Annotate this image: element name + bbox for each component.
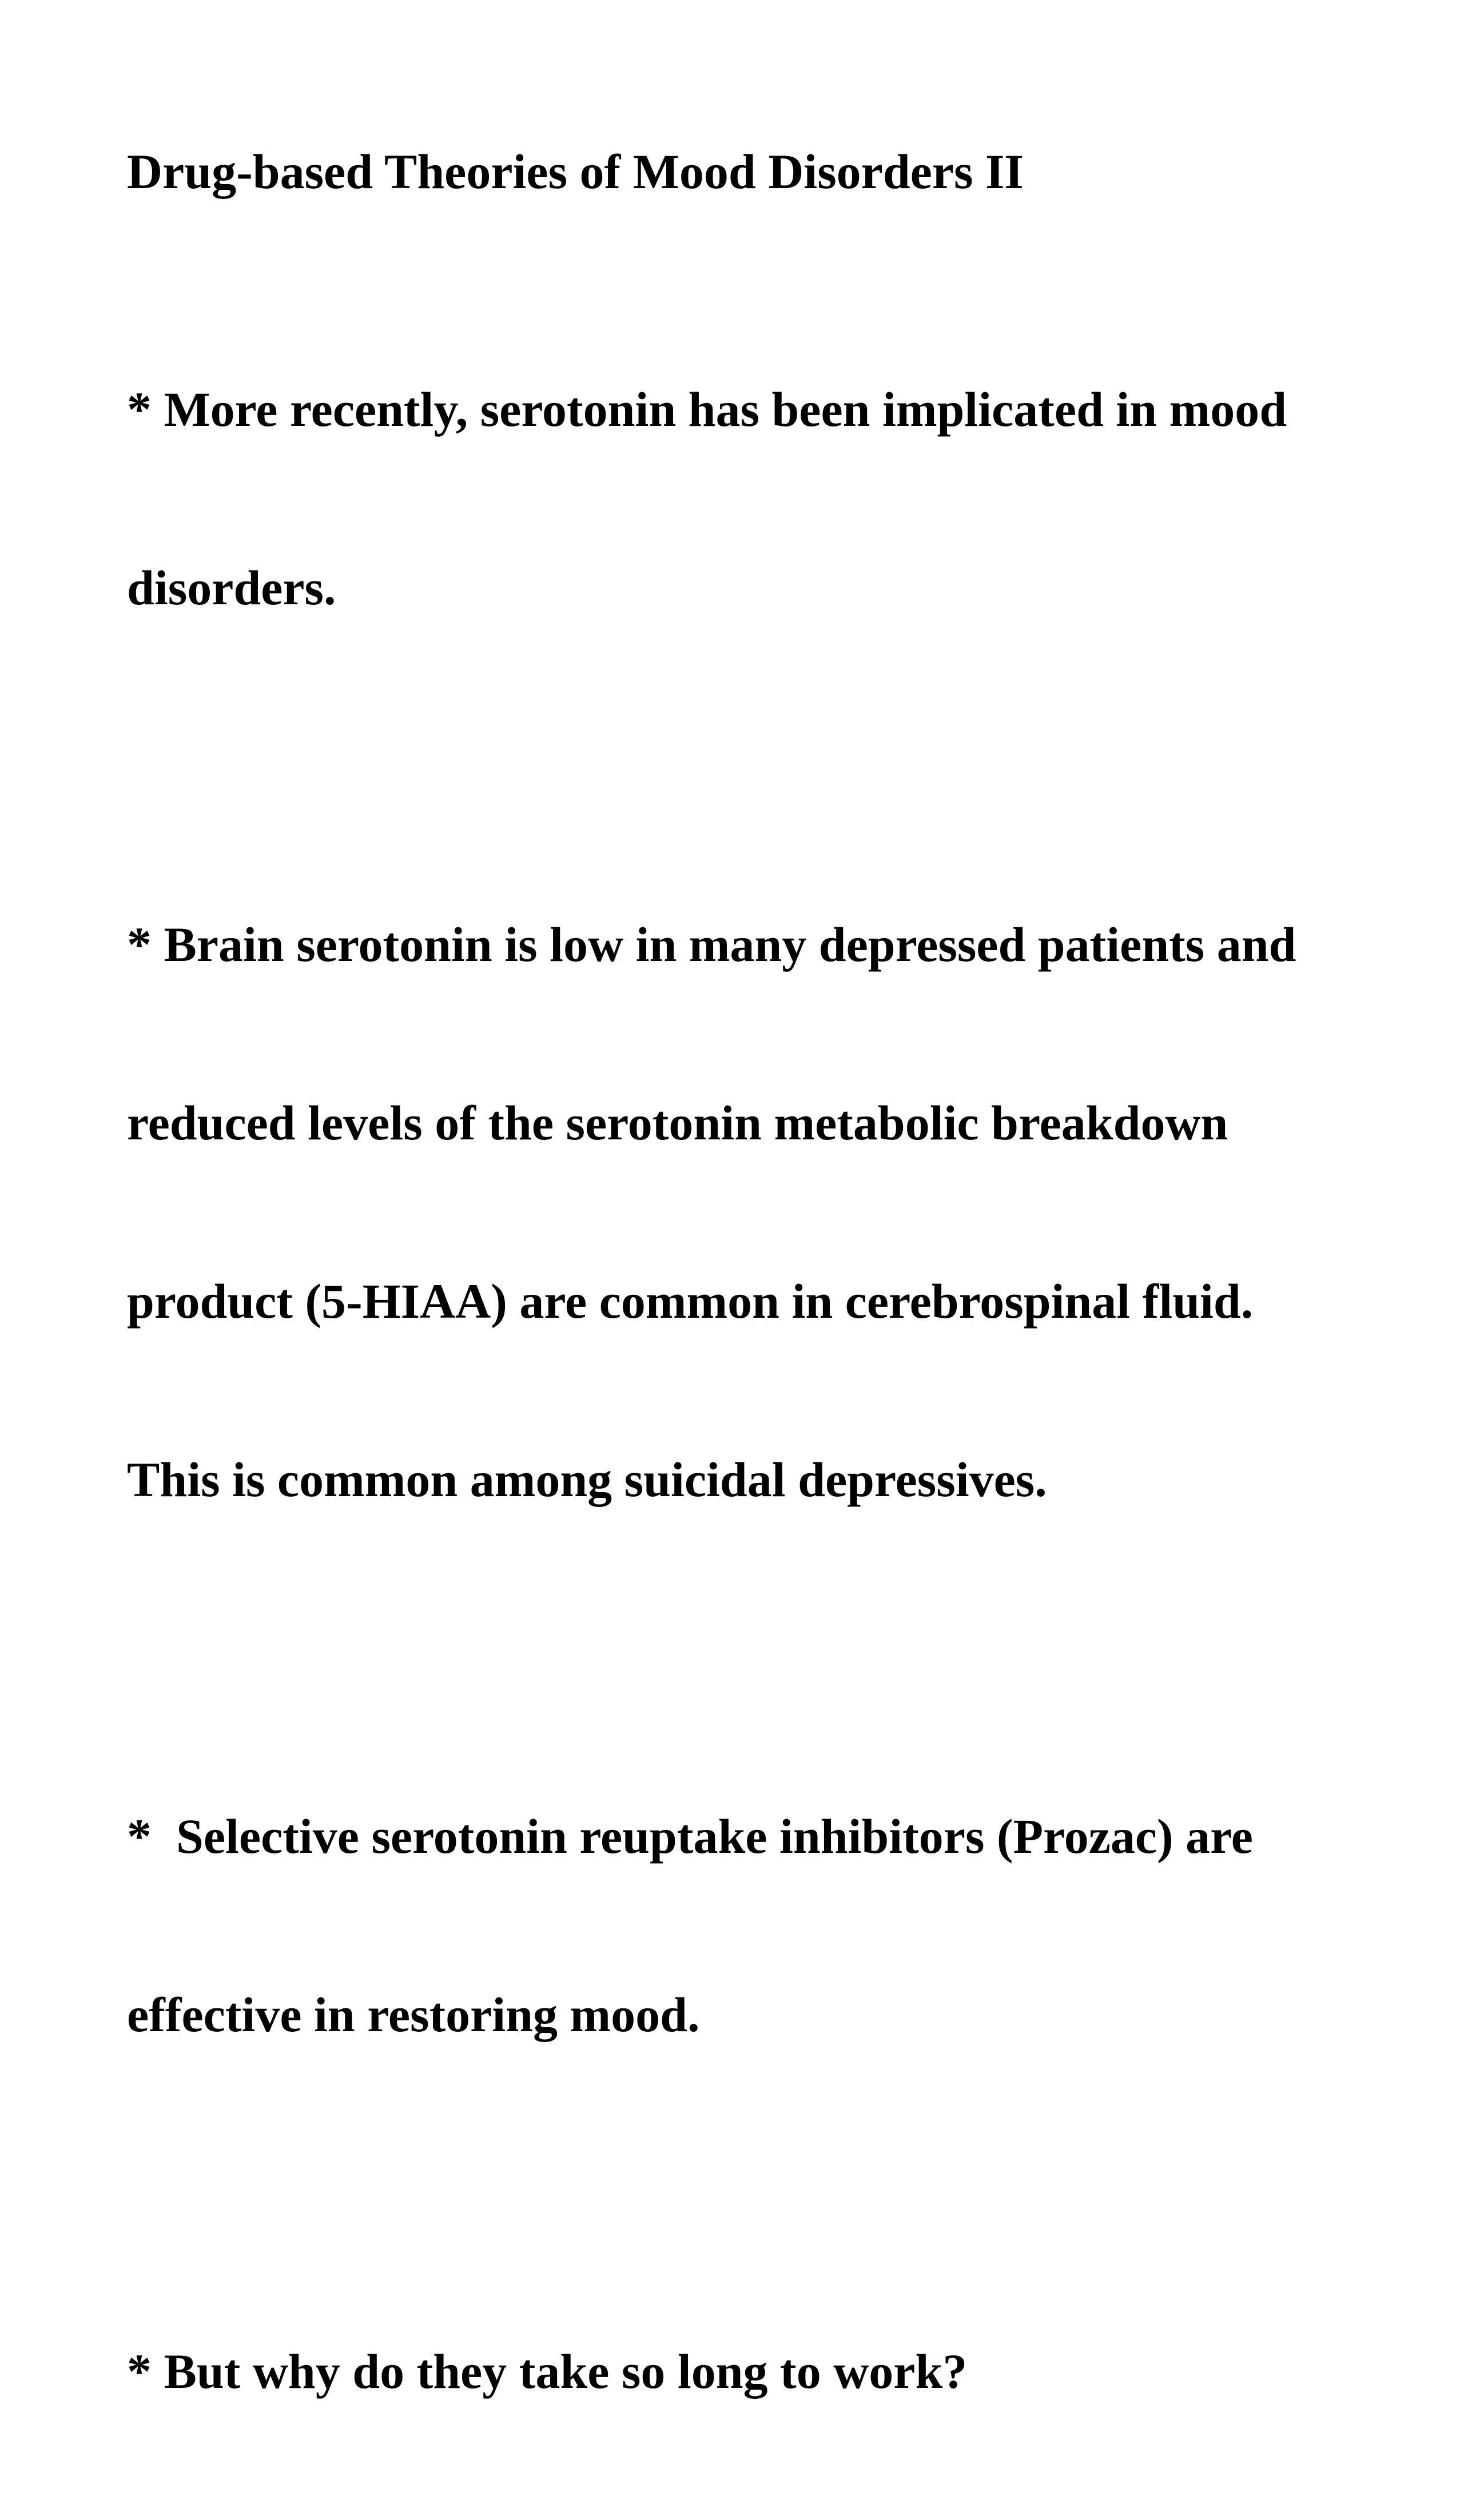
bullet-line: * Selective serotonin reuptake inhibitors (Prozac) are	[127, 1809, 1253, 1864]
bullet-line: product (5-HIAA) are common in cerebrospinal fluid.	[127, 1274, 1254, 1329]
bullet-line: * Brain serotonin is low in many depressed patients and	[127, 917, 1296, 972]
bullet-line: * More recently, serotonin has been implicated in mood	[127, 382, 1287, 437]
bullet-item	[127, 796, 1374, 1628]
bullet-line: effective in restoring mood.	[127, 1987, 700, 2042]
bullet-line: disorders.	[127, 560, 336, 615]
slide-title: Drug-based Theories of Mood Disorders II	[127, 144, 1024, 199]
bullet-item	[127, 261, 1374, 736]
slide-content	[127, 142, 1374, 2520]
bullet-line: This is common among suicidal depressives.	[127, 1452, 1047, 1507]
bullet-item	[127, 2223, 1374, 2520]
bullet-line: * But why do they take so long to work?	[127, 2344, 968, 2399]
bullet-item	[127, 1688, 1374, 2163]
bullet-line: reduced levels of the serotonin metabolic breakdown	[127, 1095, 1228, 1150]
